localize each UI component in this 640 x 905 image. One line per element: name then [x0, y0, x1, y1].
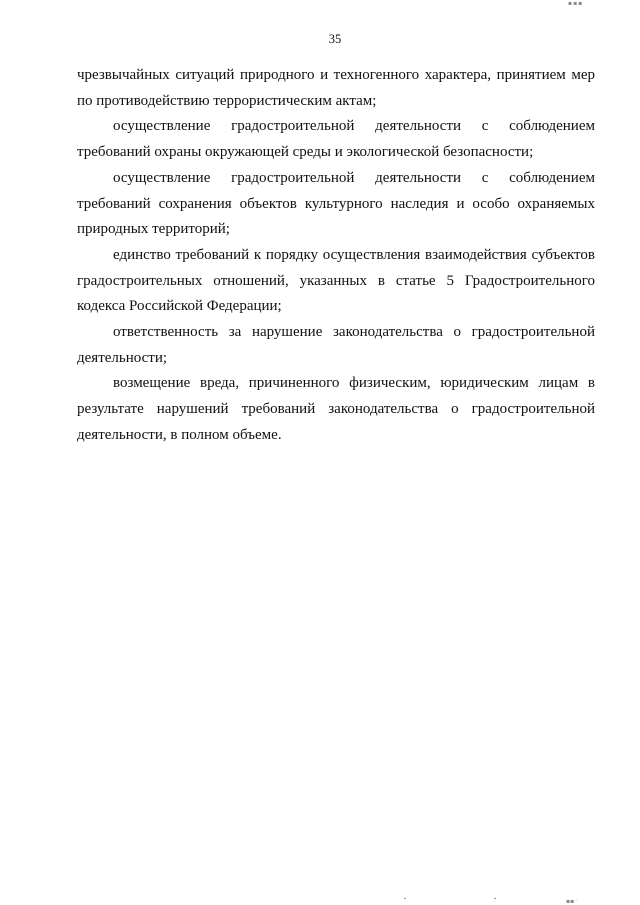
scan-artifact	[494, 898, 496, 899]
paragraph-continuation: чрезвычайных ситуаций природного и техногенного характера, принятием мер по противодействию террористическим актам;	[77, 67, 595, 109]
paragraph-responsibility: ответственность за нарушение законодательства о градостроительной деятельности;	[77, 324, 595, 366]
scan-artifact	[404, 898, 406, 899]
scan-mark-top: ▪▪▪	[568, 0, 584, 7]
document-body	[77, 63, 595, 449]
paragraph-cultural-heritage: осуществление градостроительной деятельности с соблюдением требований сохранения объектов культурного наследия и особо охраняемых природных территорий;	[77, 169, 595, 238]
scan-mark-bottom: ▪▪ ·	[566, 898, 578, 905]
page-number: 35	[328, 32, 342, 46]
paragraph-compensation: возмещение вреда, причиненного физическим, юридическим лицам в результате нарушений требований законодательства о градостроительной деятельности, в полном объеме.	[77, 375, 595, 443]
paragraph-unity-requirements: единство требований к порядку осуществления взаимодействия субъектов градостроительных отношений, указанных в статье 5 Градостроительного кодекса Российской Федерации;	[77, 246, 595, 315]
paragraph-environment: осуществление градостроительной деятельности с соблюдением требований охраны окружающей среды и экологической безопасности;	[77, 118, 595, 161]
